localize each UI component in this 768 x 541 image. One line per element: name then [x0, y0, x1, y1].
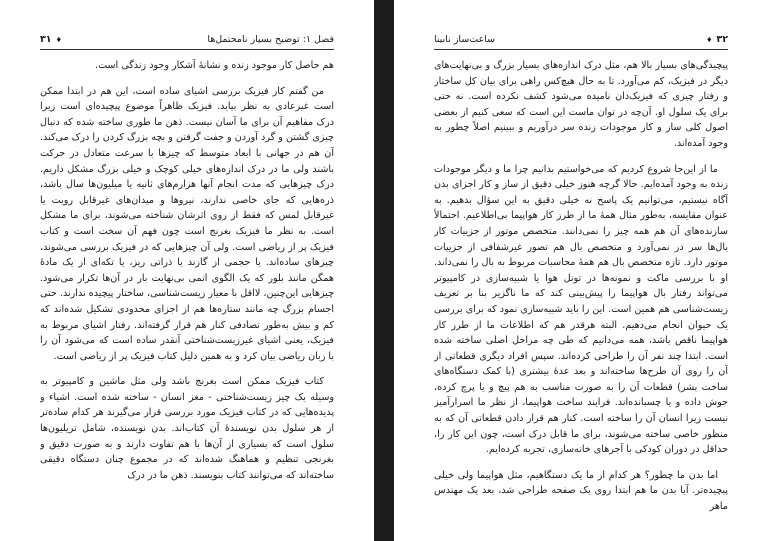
paragraph: پیچیدگی‌های بسیار بالا هم، مثل درک اندازه‌های بسیار بزرگ و بی‌نهایت‌های دیگر در فیزیک، کم می‌آورد. تا به حال هیچ‌کس راهی برای بیان کل ساختار و رفتار چیزی که فیزیک‌دان نامیده می‌شود کشف نکرده است. نه حتی برای یک سلول او. آن‌چه در توان ماست این است که سعی کنیم از بعضی اصول کلی ساز و کار موجودات زنده سر درآوریم و ببینیم اصلاً چطور به وجود آمده‌اند.: [434, 60, 728, 149]
page-number-block: [702, 34, 728, 45]
diamond-icon: ♦: [706, 35, 713, 44]
book-title: ساعت‌ساز نابینا: [434, 33, 496, 45]
paragraph: ما از این‌جا شروع کردیم که می‌خواستیم بدانیم چرا ما و دیگر موجودات زنده به وجود آمده‌ایم. حالا گرچه هنوز خیلی دقیق از ساز و کار اجزای بدن آگاه نیستیم، می‌توانیم یک پاسخ نه خیلی دقیق به این سؤال بدهیم. به عنوان مقایسه، به‌طور مثال همهٔ ما از طرز کار هواپیما بی‌اطلاعیم. احتمالاً سازنده‌های آن هم همه چیز را نمی‌دانند. متخصص موتور از جزییات کار بال‌ها سر در نمی‌آورد و متخصص بال هم تصور غیرشفافی از جزییات موتور دارد. تازه متخصص بال هم همهٔ محاسبات مربوط به بال را نمی‌داند. او با بررسی ماکت و نمونه‌ها در تونل هوا یا شبیه‌سازی در کامپیوتر می‌تواند رفتار بال هواپیما را پیش‌بینی کند که ما ناگزیر بنا بر تعریف زیست‌شناسی هم همین است. این را باید شبیه‌سازی نمود که برای بررسی یک حیوان انجام می‌دهیم. البته هرقدر هم که اطلاعات ما از طرز کار هواپیما ناقص باشد، همه می‌دانیم که طی چه مراحل اصلی ساخته شده است. ابتدا چند نفر آن را طراحی کرده‌اند. سپس افراد دیگری قطعاتی از آن را روی آن طرح‌ها ساخته‌اند و بعد عدهٔ بیشتری (با کمک دستگاه‌های ساخت بشر) قطعات آن را به صورت مناسب به هم پیچ و یا پرچ کرده، جوش داده و یا چسبانده‌اند. فرایند ساخت هواپیما، از نظر ما اسرارآمیز نیست زیرا انسان آن را ساخته است. کنار هم قرار دادن قطعاتی آن که به منظور خاصی ساخته می‌شوند، برای ما قابل درک است، چون این کار را، حداقل در دوران کودکی با آجرهای خانه‌سازی، تجربه کرده‌ایم.: [434, 163, 728, 456]
chapter-title: فصل ۱: توضیح بسیار نامحتمل‌ها: [207, 33, 334, 45]
header-rule: [40, 49, 334, 50]
page-number-block: [40, 34, 66, 45]
right-page-body: [434, 58, 728, 521]
header-rule: [434, 49, 728, 50]
book-gutter: [374, 0, 394, 541]
page-number: ۳۱: [40, 33, 52, 45]
paragraph: کتاب فیزیک ممکن است بغرنج باشد ولی مثل ماشین و کامپیوتر به وسیله یک چیز زیست‌شناختی - مغز انسان - ساخته شده است. اشیاء و پدیده‌هایی که در کتاب فیزیک مورد بررسی قرار می‌گیرند هر کدام ساده‌تر از هر سلول بدن نویسندهٔ آن کتاب‌اند. بدن نویسنده، شامل تریلیون‌ها سلول است که بسیاری از آن‌ها با هم تفاوت دارند و به صورت دقیق و بغرنجی تنظیم و هماهنگ شده‌اند که در مجموع چنان دستگاه دقیقی ساخته‌اند که می‌توانند کتاب بنویسند. ذهن ما در درک: [40, 376, 334, 481]
left-page-body: [40, 58, 334, 521]
diamond-icon: ♦: [55, 35, 62, 44]
paragraph: اما بدن ما چطور؟ هر کدام از ما یک دستگاهیم، مثل هواپیما ولی خیلی پیچیده‌تر. آیا بدن ما هم ابتدا روی یک صفحه طراحی شد، بعد یک مهندس ماهر: [434, 469, 728, 513]
page-number: ۳۲: [716, 33, 728, 45]
paragraph: هم حاصل کار موجود زنده و نشانهٔ آشکار وجود زندگی است.: [95, 60, 334, 71]
right-page: [394, 0, 768, 541]
left-page-header: [40, 32, 334, 46]
paragraph: من گفتم کار فیزیک بررسی اشیای ساده است، این هم در ابتدا ممکن است غیرعادی به نظر بیاید. فیزیک ظاهراً موضوع پیچیده‌ای است زیرا درک مفاهیم آن برای ما آسان نیست. ذهن ما طوری ساخته شده که دنبال چیزی گشتن و گرد آوردن و جفت گرفتن و بچه بزرگ کردن را درک می‌کند. آن هم در جهانی با ابعاد متوسط که چیزها با سرعت متعادل در حرکت باشند ولی ما در درک اندازه‌های خیلی کوچک و خیلی بزرگ مشکل داریم. درک چیزهایی که مدت انجام آنها هزارم‌های ثانیه یا میلیون‌ها سال باشد، ذره‌هایی که جای خاصی ندارند، نیروها و میدان‌های غیرقابل رویت یا غیرقابل لمس که فقط از روی اثرشان شناخته می‌شوند، برای ما مشکل است. به نظر ما فیزیک بغرنج است چون فهم آن سخت است و کتاب فیزیک پر از ریاضی است. ولی آن چیزهایی که در فیزیک بررسی می‌شوند، چیزهای ساده‌اند. یا حجمی از گازند یا ذراتی ریز، یا تکه‌ای از یک مادهٔ همگن مانند بلور که یک الگوی اتمی بی‌نهایت بار در آن‌ها تکرار می‌شود. چیزهایی این‌چنین، لااقل با معیار زیست‌شناسی، ساختار پیچیده ندارند. حتی اجسام بزرگ چه مانند ستاره‌ها هم از اجزای محدودی تشکیل شده‌اند که کم و بیش به‌طور تصادفی کنار هم قرار گرفته‌اند. رفتار اشیای مربوط به فیزیک، یعنی اشیای غیرزیست‌شناختی آنقدر ساده است که می‌شود آن را با زبان ریاضی بیان کرد و به همین دلیل کتاب فیزیک پر از ریاضی است.: [40, 85, 334, 362]
left-page: [0, 0, 374, 541]
right-page-header: [434, 32, 728, 46]
